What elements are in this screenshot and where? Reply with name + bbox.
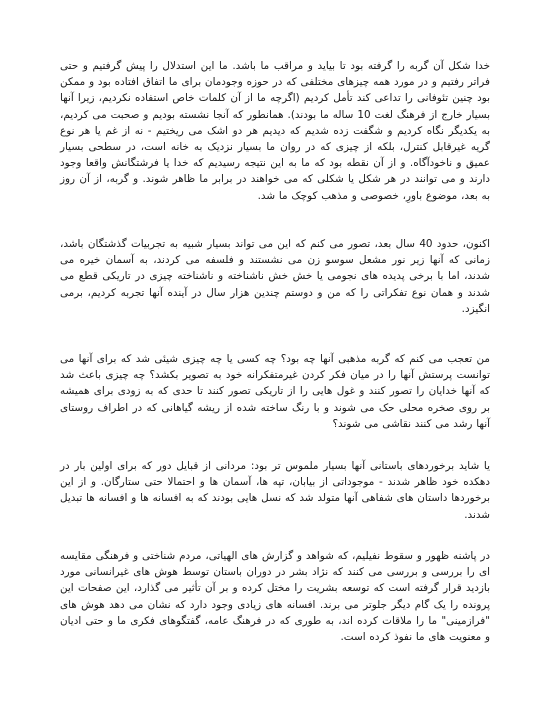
paragraph-5: در پاشنه ظهور و سقوط نفیلیم، که شواهد و گزارش های الهیاتی، مردم شناختی و فرهنگی مقایسه ای را بررسی و بررسی می کنند که نژاد بشر در دوران باستان توسط هوش های غیرانسانی مورد بازدید قرار گرفته است که توسعه بشریت را مختل کرده و بر آن تأثیر می گذارد، این صفحات این پرونده را یک گام دیگر جلوتر می برند. افسانه های زیادی وجود دارد که نشان می دهد هوش های "فرازمینی" ما را ملاقات کرده اند، به طوری که در فرهنگ عامه، گفتگوهای فکری ما و حتی ادیان و معنویت های ما نفوذ کرده است. [60, 550, 490, 644]
paragraph-1: خدا شکل آن گربه را گرفته بود تا بیاید و مراقب ما باشد. ما این استدلال را پیش گرفتیم و حتی فراتر رفتیم و در مورد همه چیزهای مختلفی که در حوزه وجودمان برای ما اتفاق افتاده بود و ممکن بود چنین تئوفانی را تداعی کند تأمل کردیم (اگرچه ما از آن کلمات خاص استفاده نکردیم، زیرا آنها بسیار خارج از فرهنگ لغت 10 ساله ما بودند). همانطور که آنجا نشسته بودیم و صحبت می کردیم، به یکدیگر نگاه کردیم و شگفت زده شدیم که دیدیم هر دو اشک می ریختیم - نه از غم یا هر نوع گریه غیرقابل کنترل، بلکه از چیزی که در روان ما بسیار نزدیک به خانه است، در سطحی بسیار عمیق و ناخودآگاه. و از آن نقطه بود که ما به این نتیجه رسیدیم که خدا یا فرشتگانش واقعا وجود دارند و می توانند در هر شکل یا شکلی که می خواهند در برابر ما ظاهر شوند. و گربه، از آن روز به بعد، موضوع باورِ، خصوصی و مذهب کوچک ما شد. [60, 60, 490, 202]
paragraph-2: اکنون، حدود 40 سال بعد، تصور می کنم که این می تواند بسیار شبیه به تجربیات گذشتگان باشد، زمانی که آنها زیر نور مشعل سوسو زن می نشستند و فلسفه می کردند، به آسمان خیره می شدند، اما با برخی پدیده های نجومی یا خش خش ناشناخته و ناشناخته چیزی در تاریکی قطع می شدند و همان نوع تفکراتی را که من و دوستم چندین هزار سال در آینده آنها تجربه کردیم، برمی انگیزد. [60, 238, 491, 315]
paragraph-3: من تعجب می کنم که گربه مذهبی آنها چه بود؟ چه کسی یا چه چیزی شیئی شد که برای آنها می توانست پرستش آنها را در میان فکر کردن غیرمتفکرانه خود به تصویر بکشد؟ چه چیزی باعث شد که آنها خدایان را تصور کنند و غول هایی را از تاریکی تصور کنند تا حدی که به زودی برای همیشه بر روی صخره محلی حک می شوند و با رنگ ساخته شده از ریشه گیاهانی که در اطراف روستای آنها رشد می کنند نقاشی می شوند؟ [60, 353, 490, 430]
paragraph-4: یا شاید برخوردهای باستانی آنها بسیار ملموس تر بود: مردانی از قبایل دور که برای اولین بار در دهکده خود ظاهر شدند - موجوداتی از بیابان، تپه ها، آسمان ها و احتمالا حتی ستارگان. و از این برخوردها داستان های شفاهی آنها متولد شد که نسل هایی بودند که به افسانه ها و افسانه ها تبدیل شدند. [60, 460, 490, 521]
